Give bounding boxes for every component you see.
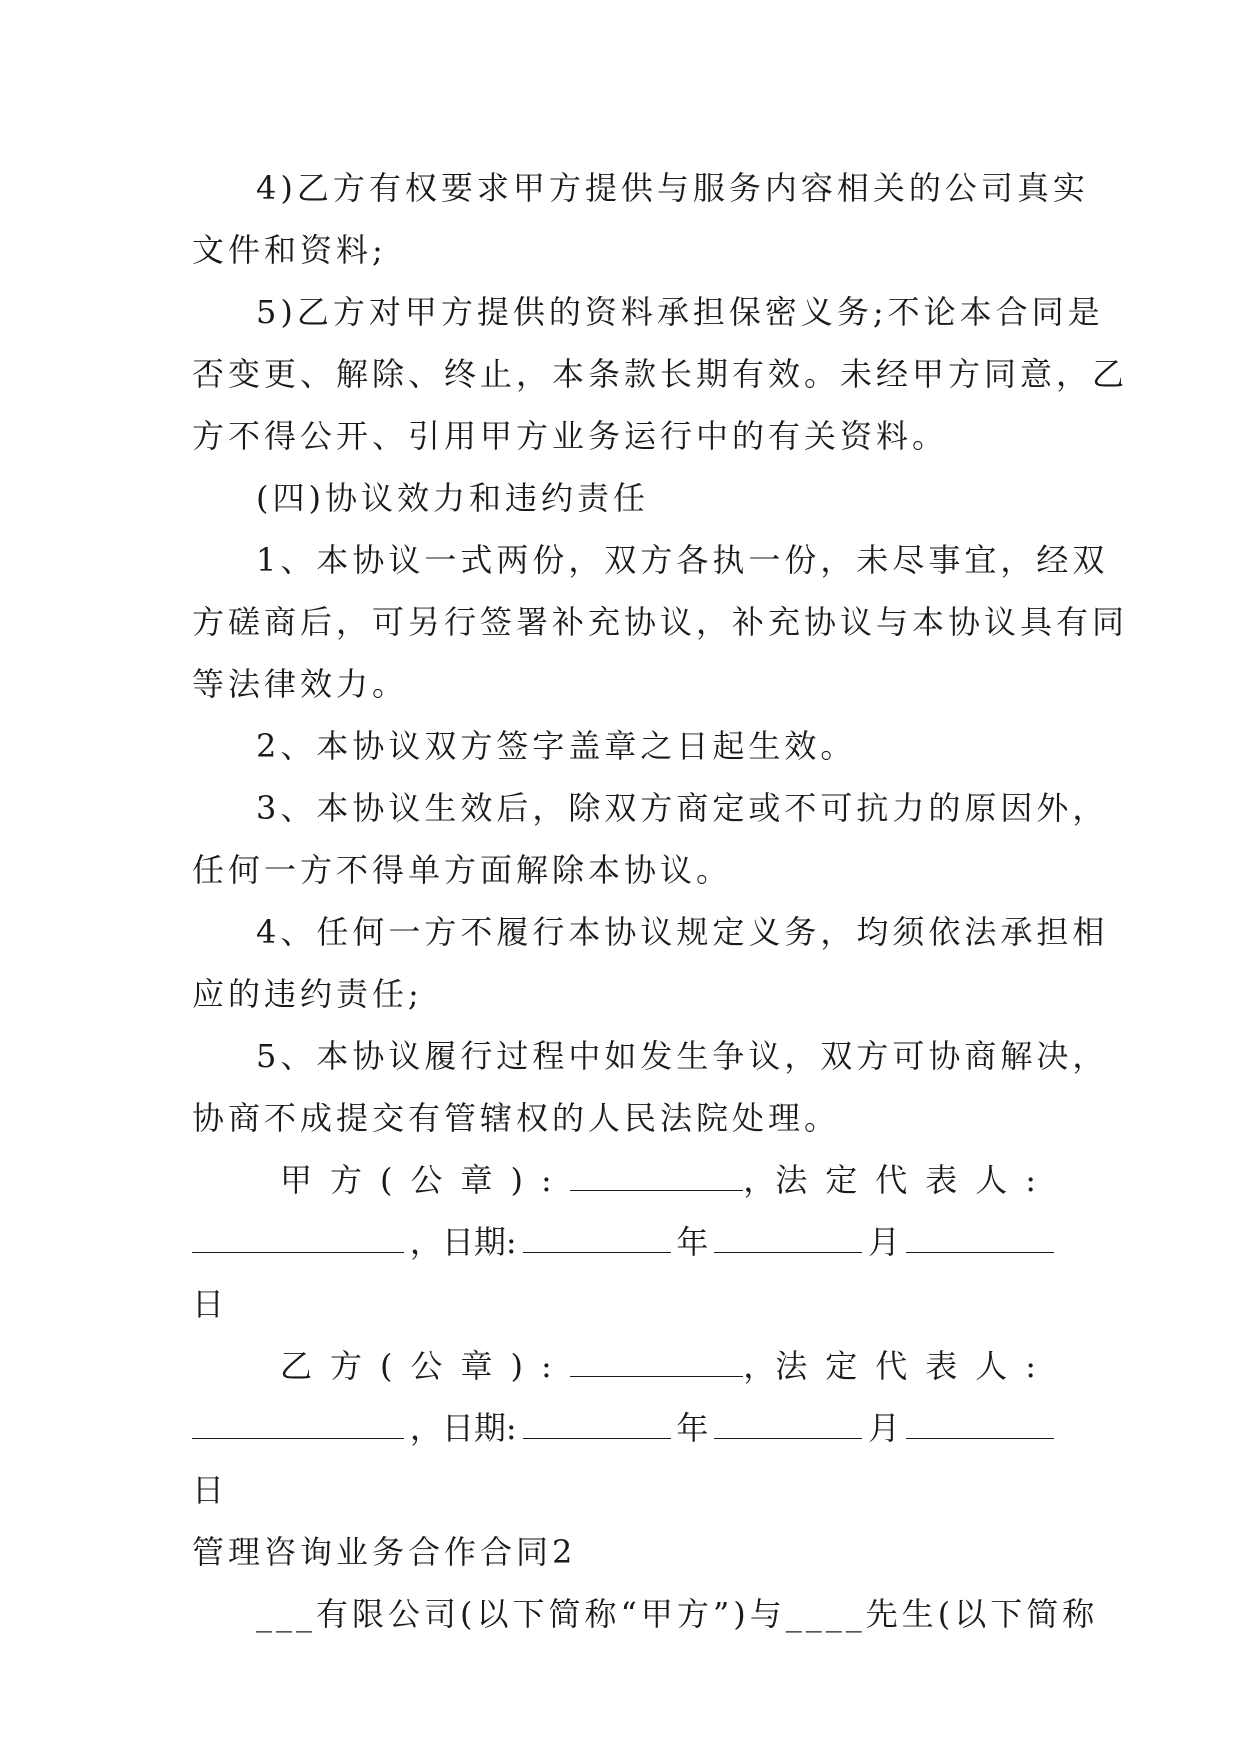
comma: ， <box>743 1347 776 1385</box>
year-label: 年 <box>676 1223 709 1261</box>
signature-block-party-b <box>192 1335 1054 1521</box>
signature-row <box>192 1335 1054 1397</box>
contract-intro <box>192 1583 1099 1645</box>
clause-4 <box>192 157 1089 281</box>
month-label: 月 <box>868 1409 901 1447</box>
legal-rep-blank <box>192 1410 404 1439</box>
day-blank <box>906 1410 1054 1439</box>
year-label: 年 <box>676 1409 709 1447</box>
signature-row <box>192 1397 1054 1459</box>
text-line: 4、任何一方不履行本协议规定义务，均须依法承担相 <box>256 913 1109 951</box>
signature-row <box>192 1211 1054 1273</box>
text-line: 任何一方不得单方面解除本协议。 <box>192 851 733 889</box>
text-line <box>192 1583 1099 1645</box>
party-a-label: 甲方(公章): <box>280 1161 570 1199</box>
text-line: 3、本协议生效后，除双方商定或不可抗力的原因外， <box>256 789 1109 827</box>
section-heading <box>192 467 1054 529</box>
party-b-label: 乙方(公章): <box>280 1347 570 1385</box>
text-line: 方不得公开、引用甲方业务运行中的有关资料。 <box>192 417 949 455</box>
text-line: 2、本协议双方签字盖章之日起生效。 <box>256 727 857 765</box>
text-line: 1、本协议一式两份，双方各执一份，未尽事宜，经双 <box>256 541 1109 579</box>
text-line: 4)乙方有权要求甲方提供与服务内容相关的公司真实 <box>256 169 1089 207</box>
legal-rep-blank <box>192 1224 404 1253</box>
party-b-seal-blank <box>570 1348 743 1377</box>
text-line: 否变更、解除、终止，本条款长期有效。未经甲方同意，乙 <box>192 355 1129 393</box>
signature-row <box>192 1459 1054 1521</box>
text-line: 5)乙方对甲方提供的资料承担保密义务;不论本合同是 <box>256 293 1104 331</box>
text-line: 文件和资料; <box>192 231 387 269</box>
intro-text: 先生(以下简称 <box>865 1595 1099 1633</box>
text-line: 协商不成提交有管辖权的人民法院处理。 <box>192 1099 841 1137</box>
year-blank <box>523 1224 671 1253</box>
date-label: ，日期: <box>409 1223 517 1261</box>
text-line: 等法律效力。 <box>192 665 409 703</box>
year-blank <box>523 1410 671 1439</box>
intro-text: 有限公司(以下简称“甲方”)与 <box>316 1595 786 1633</box>
month-blank <box>714 1224 862 1253</box>
comma: ， <box>743 1161 776 1199</box>
legal-rep-label: 法定代表人: <box>775 1161 1054 1199</box>
legal-rep-label: 法定代表人: <box>775 1347 1054 1385</box>
text-line: 5、本协议履行过程中如发生争议，双方可协商解决， <box>256 1037 1109 1075</box>
text-line: 方磋商后，可另行签署补充协议，补充协议与本协议具有同 <box>192 603 1129 641</box>
item-1 <box>192 529 1129 715</box>
text-line: 应的违约责任; <box>192 975 423 1013</box>
party-a-seal-blank <box>570 1162 743 1191</box>
text-line: (四)协议效力和违约责任 <box>256 479 649 517</box>
month-label: 月 <box>868 1223 901 1261</box>
clause-5 <box>192 281 1129 467</box>
company-blank: ___ <box>256 1595 316 1633</box>
contract-title: 管理咨询业务合作合同2 <box>192 1533 577 1571</box>
item-2 <box>192 715 1054 777</box>
day-blank <box>906 1224 1054 1253</box>
date-label: ，日期: <box>409 1409 517 1447</box>
name-blank: ____ <box>785 1595 866 1633</box>
day-label: 日 <box>192 1285 225 1323</box>
item-5 <box>192 1025 1109 1149</box>
signature-row <box>192 1273 1054 1335</box>
document-page <box>192 157 1129 1645</box>
item-4 <box>192 901 1109 1025</box>
signature-row <box>192 1149 1054 1211</box>
day-label: 日 <box>192 1471 225 1509</box>
item-3 <box>192 777 1109 901</box>
signature-block-party-a <box>192 1149 1054 1335</box>
month-blank <box>714 1410 862 1439</box>
